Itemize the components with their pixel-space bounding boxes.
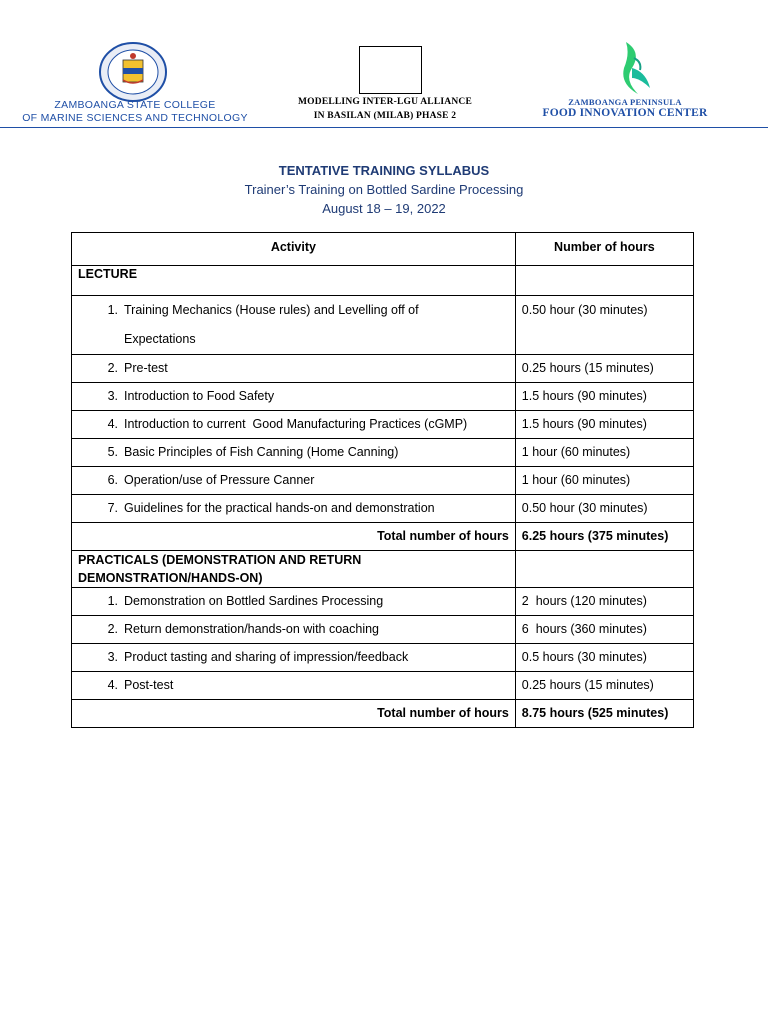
total-label: Total number of hours	[72, 700, 516, 728]
section-row-practicals	[72, 551, 694, 588]
column-header-hours: Number of hours	[515, 233, 693, 266]
logo-placeholder-box	[359, 46, 422, 94]
hours-cell: 1.5 hours (90 minutes)	[515, 383, 693, 411]
item-number: 3.	[107, 389, 118, 403]
table-row	[72, 439, 694, 467]
item-number: 6.	[107, 473, 118, 487]
hours-cell: 6 hours (360 minutes)	[515, 616, 693, 644]
document-date: August 18 – 19, 2022	[322, 201, 446, 216]
project-name-line1: MODELLING INTER-LGU ALLIANCE	[298, 97, 472, 107]
table-row	[72, 588, 694, 616]
fish-logo-icon	[616, 38, 654, 96]
table-row	[72, 296, 694, 355]
total-label: Total number of hours	[72, 523, 516, 551]
total-row-practicals	[72, 700, 694, 728]
center-name-line1: ZAMBOANGA PENINSULA	[568, 97, 682, 107]
activity-text: Demonstration on Bottled Sardines Processing	[124, 594, 384, 608]
hours-cell: 0.25 hours (15 minutes)	[515, 672, 693, 700]
item-number: 2.	[107, 361, 118, 375]
table-row	[72, 467, 694, 495]
college-name-line2: OF MARINE SCIENCES AND TECHNOLOGY	[22, 112, 248, 124]
activity-text-cont: Expectations	[124, 332, 196, 346]
center-name-line2: FOOD INNOVATION CENTER	[542, 107, 708, 119]
table-row	[72, 672, 694, 700]
table-row	[72, 495, 694, 523]
item-number: 7.	[107, 501, 118, 515]
column-header-activity: Activity	[72, 233, 516, 266]
activity-text: Basic Principles of Fish Canning (Home Canning)	[124, 445, 399, 459]
document-header	[0, 0, 768, 130]
table-row	[72, 355, 694, 383]
activity-text: Pre-test	[124, 361, 168, 375]
activity-text: Introduction to Food Safety	[124, 389, 275, 403]
section-label: LECTURE	[72, 266, 516, 296]
syllabus-table	[71, 232, 694, 728]
document-subtitle: Trainer’s Training on Bottled Sardine Processing	[244, 182, 524, 197]
title-block	[0, 161, 768, 218]
item-number: 4.	[107, 678, 118, 692]
section-label-line2: DEMONSTRATION/HANDS-ON)	[78, 571, 263, 585]
hours-cell: 0.50 hour (30 minutes)	[515, 296, 693, 355]
college-name-line1: ZAMBOANGA STATE COLLEGE	[54, 99, 216, 111]
hours-cell: 0.25 hours (15 minutes)	[515, 355, 693, 383]
item-number: 5.	[107, 445, 118, 459]
activity-text: Post-test	[124, 678, 174, 692]
section-label-line1: PRACTICALS (DEMONSTRATION AND RETURN	[78, 553, 362, 567]
section-row-lecture	[72, 266, 694, 296]
table-row	[72, 411, 694, 439]
activity-text: Product tasting and sharing of impression/feedback	[124, 650, 409, 664]
item-number: 1.	[107, 303, 118, 317]
header-rule	[0, 127, 768, 128]
item-number: 1.	[107, 594, 118, 608]
hours-cell: 1 hour (60 minutes)	[515, 467, 693, 495]
total-value: 8.75 hours (525 minutes)	[515, 700, 693, 728]
hours-cell: 1 hour (60 minutes)	[515, 439, 693, 467]
table-row	[72, 644, 694, 672]
hours-cell: 0.50 hour (30 minutes)	[515, 495, 693, 523]
hours-cell: 2 hours (120 minutes)	[515, 588, 693, 616]
activity-text: Introduction to current Good Manufacturing Practices (cGMP)	[124, 417, 468, 431]
item-number: 3.	[107, 650, 118, 664]
table-row	[72, 616, 694, 644]
activity-text: Return demonstration/hands-on with coaching	[124, 622, 380, 636]
table-row	[72, 383, 694, 411]
hours-cell: 0.5 hours (30 minutes)	[515, 644, 693, 672]
hours-cell: 1.5 hours (90 minutes)	[515, 411, 693, 439]
item-number: 2.	[107, 622, 118, 636]
total-value: 6.25 hours (375 minutes)	[515, 523, 693, 551]
activity-text: Operation/use of Pressure Canner	[124, 473, 315, 487]
activity-text: Guidelines for the practical hands-on and demonstration	[124, 501, 435, 515]
document-title: TENTATIVE TRAINING SYLLABUS	[278, 163, 490, 178]
item-number: 4.	[107, 417, 118, 431]
total-row-lecture	[72, 523, 694, 551]
activity-text: Training Mechanics (House rules) and Levelling off of	[124, 303, 419, 317]
project-name-line2: IN BASILAN (MILAB) PHASE 2	[313, 111, 457, 121]
college-seal-icon	[99, 42, 167, 102]
